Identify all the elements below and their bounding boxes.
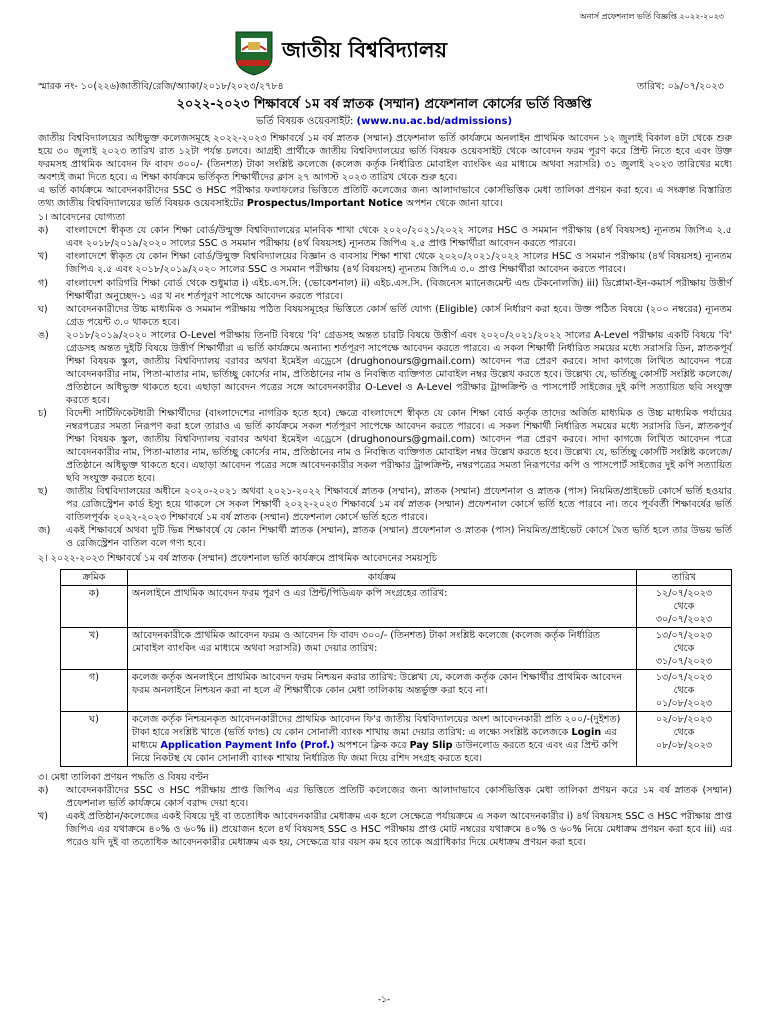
section-schedule-heading: ২। ২০২২-২০২৩ শিক্ষাবর্ষে ১ম বর্ষ স্নাতক (সম্মান) প্রফেশনাল ভর্তি কার্যক্রমে প্রাথমিক আবেদনের সময়সূচি (38, 552, 437, 564)
column-header: কার্যক্রম (128, 569, 637, 585)
list-item (38, 407, 732, 485)
item-label: ছ) (38, 486, 48, 498)
row-date (637, 712, 732, 767)
item-text: বাংলাদেশ কারিগরি শিক্ষা বোর্ড থেকে শুধুমাত্র i) এইচ.এস.সি. (ভোকেশনাল) ii) এইচ.এস.সি. (বিজনেস ম্যানেজমেন্ট এন্ড টেকনোলজি) iii) ডিপ্লোমা-ইন-কমার্স পরীক্ষায় উত্তীর্ণ শিক্ষার্থীরা অনুচ্ছেদ-১ এর খ নং শর্তপূরণ সাপেক্ষে আবেদন করতে পারবে। (66, 277, 732, 302)
date-separator: থেকে (673, 600, 695, 612)
intro-paragraph-1: জাতীয় বিশ্ববিদ্যালয়ের অধিভুক্ত কলেজসমূহে ২০২২-২০২৩ শিক্ষাবর্ষে ১ম বর্ষ স্নাতক (সম্মান) প্রফেশনাল ভর্তি কার্যক্রমে অনলাইন প্রাথমিক আবেদন ১২ জুলাই বিকাল ৪টা থেকে শুরু হয়ে ৩০ জুলাই ২০২৩ তারিখ রাত ১২টা পর্যন্ত চলবে। আগ্রহী প্রার্থীকে জাতীয় বিশ্ববিদ্যালয়ের ভর্তি বিষয়ক ওয়েবসাইট থেকে আবেদন ফরম পূরণ করে প্রিন্ট নিতে হবে এবং উক্ত ফরমসহ প্রাথমিক আবেদন ফি বাবদ ৩০০/- (তিনশত) টাকা সংশ্লিষ্ট কলেজে (কলেজ কর্তৃক নির্ধারিত মোবাইল ব্যাংকিং এর মাধ্যমে অথবা সরাসরি) ৩১ জুলাই ২০২৩ তারিখের মধ্যে অবশ্যই জমা দিতে হবে। এ শিক্ষা কার্যক্রমে ভর্তিকৃত শিক্ষার্থীদের ক্লাস ২৭ আগস্ট ২০২৩ তারিখ থেকে শুরু হবে। (38, 133, 732, 184)
header-note: অনার্স প্রফেশনাল ভর্তি বিজ্ঞপ্তি ২০২২-২০২৩ (579, 12, 724, 21)
item-text: জাতীয় বিশ্ববিদ্যালয়ের অধীনে ২০২০-২০২১ অথবা ২০২১-২০২২ শিক্ষাবর্ষে স্নাতক (সম্মান), স্নাতক (সম্মান) প্রফেশনাল ও স্নাতক (পাস) নিয়মিত/প্রাইভেট কোর্সে ভর্তি হওয়ার পর রেজিস্ট্রেশন কার্ড ইস্যু হয়ে থাকলে সে সকল শিক্ষার্থী ২০২২-২০২৩ শিক্ষাবর্ষে ১ম বর্ষ স্নাতক (সম্মান) প্রফেশনাল কোর্সে ভর্তি হতে পারবে না। তবে পূর্ববর্তী শিক্ষাবর্ষের ভর্তি বাতিলপূর্বক ২০২২-২০২৩ শিক্ষাবর্ষে ১ম বর্ষ স্নাতক (সম্মান) প্রফেশনাল কোর্সে ভর্তি হতে পারবে। (66, 486, 732, 524)
section-merit-heading: ৩। মেধা তালিকা প্রণয়ন পদ্ধতি ও বিষয় বণ্টন (38, 772, 209, 784)
date-from: ১৩/০৭/২০২৩ (655, 629, 713, 641)
schedule-table (60, 569, 732, 768)
date-separator: থেকে (673, 642, 695, 654)
date-from: ০২/০৮/২০২৩ (655, 714, 713, 726)
table-header-row (61, 569, 732, 585)
activity-text: কলেজ কর্তৃক নিশ্চয়নকৃত আবেদনকারীদের প্রাথমিক আবেদন ফি'র জাতীয় বিশ্ববিদ্যালয়ের অংশ আবেদনকারী প্রতি ২০০/-(দুইশত) টাকা হারে সংশ্লিষ্ট খাতে (ভর্তি ফান্ড) যে কোন সোনালী ব্যাংক শাখায় জমা দেয়ার তারিখ: এ লক্ষ্যে সংশ্লিষ্ট কলেজকে (132, 714, 621, 739)
item-label: খ) (38, 811, 49, 823)
website-line (0, 115, 768, 129)
list-item (38, 524, 732, 550)
item-label: গ) (38, 277, 49, 289)
page-number: -১- (377, 995, 391, 1005)
list-item (38, 303, 732, 329)
item-label: ক) (38, 785, 49, 797)
date-to: ০৮/০৮/২০২৩ (655, 740, 713, 752)
activity-text: এর মাধ্যমে (132, 727, 617, 752)
row-date (637, 627, 732, 669)
university-name: জাতীয় বিশ্ববিদ্যালয় (282, 38, 447, 62)
date-from: ১৩/০৭/২০২৩ (655, 671, 713, 683)
list-item (38, 329, 732, 407)
row-number: গ) (61, 669, 128, 711)
list-item (38, 250, 732, 276)
eligibility-list (38, 224, 732, 550)
item-label: খ) (38, 251, 49, 263)
date-from: ১২/০৭/২০২৩ (655, 587, 713, 599)
row-activity: অনলাইনে প্রাথমিক আবেদন ফরম পূরণ ও এর প্রিন্ট/পিডিএফ কপি সংগ্রহের তারিখ: (128, 585, 637, 627)
university-logo (232, 30, 276, 76)
item-text: বাংলাদেশে স্বীকৃত যে কোন শিক্ষা বোর্ড/উন্মুক্ত বিশ্ববিদ্যালয়ের মানবিক শাখা থেকে ২০২০/২০২১/২০২২ সালের HSC ও সমমান পরীক্ষায় (৪র্থ বিষয়সহ) ন্যূনতম জিপিএ ২.৫ এবং ২০১৮/২০১৯/২০২০ সালের SSC ও সমমান পরীক্ষায় (৪র্থ বিষয়সহ) ন্যূনতম জিপিএ ২.৫ প্রাপ্ত শিক্ষার্থীরা আবেদন করতে পারবে। (66, 225, 732, 250)
activity-text: অপশনে ক্লিক করে (337, 740, 407, 752)
notice-date: তারিখ: ০৯/০৭/২০২৩ (637, 81, 724, 92)
item-label: ঘ) (38, 303, 48, 315)
row-number: ঘ) (61, 712, 128, 767)
list-item (38, 485, 732, 524)
date-separator: থেকে (673, 727, 695, 739)
row-number: ক) (61, 585, 128, 627)
memo-number: স্মারক নং- ১০(২২৬)জাতীবি/রেজি/অ্যাকা/২০১৮/২০২৩/২৭৮৪ (38, 81, 284, 92)
list-item (38, 784, 732, 810)
prospectus-option: Prospectus/Important Notice (246, 198, 403, 210)
column-header: তারিখ (637, 569, 732, 585)
item-text: একই শিক্ষাবর্ষে অথবা দুটি ভিন্ন শিক্ষাবর্ষে যে কোন শিক্ষার্থী স্নাতক (সম্মান), স্নাতক (সম্মান) প্রফেশনাল ও স্নাতক (পাস) নিয়মিত/প্রাইভেট কোর্সে দ্বৈত ভর্তি হলে তার উভয় ভর্তি ও রেজিস্ট্রেশন বাতিল বলে গণ্য হবে। (66, 525, 732, 550)
item-text: বিদেশী সার্টিফিকেটধারী শিক্ষার্থীদের (বাংলাদেশের নাগরিক হতে হবে) ক্ষেত্রে বাংলাদেশে স্বীকৃত যে কোন শিক্ষা বোর্ড কর্তৃক তাদের অর্জিত মাধ্যমিক ও উচ্চ মাধ্যমিক পর্যায়ের নম্বরপত্রের সমতা নিরূপণ করা হলে তারাও এ ভর্তি কার্যক্রমে সকল শর্তপূরণ সাপেক্ষে আবেদন করতে পারবে। এ সকল শিক্ষার্থী নির্ধারিত সময়ের মধ্যে সরাসরি ডিন, স্নাতকপূর্ব শিক্ষা বিষয়ক স্কুল, জাতীয় বিশ্ববিদ্যালয় বরাবর অথবা ইমেইল এড্রেসে (drughonours@gmail.com) আবেদন পত্র প্রেরণ করবে। সাদা কাগজে লিখিত আবেদন পত্রে আবেদনকারীর নাম, পিতা-মাতার নাম, ভর্তিচ্ছু কোর্সের নাম, প্রতিষ্ঠানের নাম ও নিবন্ধিত ব্যক্তিগত মোবাইল নম্বর উল্লেখ করতে হবে। উল্লেখ্য যে, ভর্তিচ্ছু কোর্সটি সংশ্লিষ্ট কলেজে/প্রতিষ্ঠানে অধিভুক্ত থাকতে হবে। এছাড়া আবেদন পত্রের সঙ্গে আবেদনকারীর সকল পরীক্ষার ট্রান্সক্রিপ্ট, নম্বরপত্রের সমতা নিরূপণের কপি ও পাসপোর্ট সাইজের দুই কপি সত্যায়িত ছবি সংযুক্ত করতে হবে। (66, 407, 732, 485)
intro-text-end: অপশন থেকে জানা যাবে। (405, 198, 503, 210)
intro-paragraph-2 (38, 184, 732, 210)
activity-text: ডাউনলোড করতে হবে এবং এর প্রিন্ট কপি নিয়ে নিকটস্থ যে কোন সোনালী ব্যাংক শাখায় নির্ধারিত ফি জমা দিয়ে রশিদ সংগ্রহ করতে হবে। (132, 740, 618, 765)
date-separator: থেকে (673, 684, 695, 696)
item-label: ক) (38, 225, 49, 237)
row-date (637, 669, 732, 711)
table-row (61, 669, 732, 711)
table-row (61, 712, 732, 767)
item-text: ২০১৮/২০১৯/২০২০ সালের O-Level পরীক্ষায় তিনটি বিষয়ে 'বি' গ্রেডসহ অন্তত চারটি বিষয়ে উত্তীর্ণ এবং ২০২০/২০২১/২০২২ সালের A-Level পরীক্ষায় একটি বিষয়ে 'বি' গ্রেডসহ অন্তত দুইটি বিষয়ে উত্তীর্ণ শিক্ষার্থীরা এ ভর্তি কার্যক্রমে অন্যান্য শর্তপূরণ সাপেক্ষে আবেদন করতে পারবে। এ সকল শিক্ষার্থী নির্ধারিত সময়ের মধ্যে সরাসরি ডিন, স্নাতকপূর্ব শিক্ষা বিষয়ক স্কুল, জাতীয় বিশ্ববিদ্যালয় বরাবর অথবা ইমেইল এড্রেসে (drughonours@gmail.com) আবেদন পত্র প্রেরণ করবে। সাদা কাগজে লিখিত আবেদন পত্রে আবেদনকারীর নাম, পিতা-মাতার নাম, ভর্তিচ্ছু কোর্সের নাম, প্রতিষ্ঠানের নাম ও নিবন্ধিত ব্যক্তিগত মোবাইল নম্বর উল্লেখ করতে হবে। উল্লেখ্য যে, ভর্তিচ্ছু কোর্সটি সংশ্লিষ্ট কলেজে/প্রতিষ্ঠানে অধিভুক্ত থাকতে হবে। এছাড়া আবেদন পত্রের সঙ্গে আবেদনকারীর O-Level ও A-Level পরীক্ষার ট্রান্সক্রিপ্ট ও পাসপোর্ট সাইজের দুই কপি সত্যায়িত ছবি সংযুক্ত করতে হবে। (66, 329, 732, 406)
item-text: আবেদনকারীদের উচ্চ মাধ্যমিক ও সমমান পরীক্ষায় পঠিত বিষয়সমূহের ভিত্তিতে কোর্স ভর্তি যোগ্য (Eligible) কোর্স নির্ধারণ করা হবে। উক্ত পঠিত বিষয়ে (২০০ নম্বরের) ন্যূনতম গ্রেড পয়েন্ট ৩.০ থাকতে হবে। (66, 303, 732, 328)
website-link[interactable]: (www.nu.ac.bd/admissions) (356, 116, 513, 127)
item-text: বাংলাদেশে স্বীকৃত যে কোন শিক্ষা বোর্ড/উন্মুক্ত বিশ্ববিদ্যালয়ের বিজ্ঞান ও ব্যবসায় শিক্ষা শাখা থেকে ২০২০/২০২১/২০২২ সালের HSC ও সমমান পরীক্ষায় (৪র্থ বিষয়সহ) ন্যূনতম জিপিএ ২.৫ এবং ২০১৮/২০১৯/২০২০ সালের SSC ও সমমান পরীক্ষায় (৪র্থ বিষয়সহ) ন্যূনতম জিপিএ ৩.০ প্রাপ্ত শিক্ষার্থীরা আবেদন করতে পারবে। (66, 251, 732, 276)
login-term: Login (571, 727, 602, 739)
table-row (61, 585, 732, 627)
payment-info-link[interactable]: Application Payment Info (Prof.) (160, 740, 335, 752)
list-item (38, 277, 732, 303)
notice-body (38, 132, 732, 849)
list-item (38, 810, 732, 849)
row-activity: কলেজ কর্তৃক অনলাইনে প্রাথমিক আবেদন ফরম নিশ্চয়ন করার তারিখ: উল্লেখ্য যে, কলেজ কর্তৃক কোন শিক্ষার্থীর প্রাথমিক আবেদন ফরম অনলাইনে নিশ্চয়ন করা না হলে ঐ শিক্ষার্থীকে কোন মেধা তালিকায় অন্তর্ভুক্ত করা হবে না। (128, 669, 637, 711)
pay-slip-term: Pay Slip (409, 740, 453, 752)
row-number: খ) (61, 627, 128, 669)
date-to: ০১/০৮/২০২৩ (655, 697, 713, 709)
row-date (637, 585, 732, 627)
row-activity: আবেদনকারীকে প্রাথমিক আবেদন ফরম ও আবেদন ফি বাবদ ৩০০/- (তিনশত) টাকা সংশ্লিষ্ট কলেজে (কলেজ কর্তৃক নির্ধারিত মোবাইল ব্যাংকিং এর মাধ্যমে অথবা সরাসরি) জমা দেয়ার তারিখ: (128, 627, 637, 669)
table-row (61, 627, 732, 669)
column-header: ক্রমিক (61, 569, 128, 585)
item-text: একই প্রতিষ্ঠান/কলেজের একই বিষয়ে দুই বা ততোধিক আবেদনকারীর মেধাক্রম এক হলে সেক্ষেত্রে পর্যায়ক্রমে এ সকল আবেদনকারীর i) ৪র্থ বিষয়সহ SSC ও HSC পরীক্ষায় প্রাপ্ত জিপিএ এর যথাক্রমে ৪০% ও ৬০% ii) প্রয়োজন হলে ৪র্থ বিষয়সহ SSC ও HSC পরীক্ষায় প্রাপ্ত মোট নম্বরের যথাক্রমে ৪০% ও ৬০% নিয়ে মেধাক্রম প্রণয়ন করা হবে iii) এর পরেও যদি দুই বা ততোধিক আবেদনকারীর মেধাক্রম এক হয়, সেক্ষেত্রে যার বয়স কম হবে তাকে অগ্রাধিকার দিয়ে মেধাক্রম প্রণয়ন করা হবে। (66, 811, 732, 849)
list-item (38, 224, 732, 250)
website-label: ভর্তি বিষয়ক ওয়েবসাইট: (255, 116, 354, 127)
row-activity (128, 712, 637, 767)
intro-text: এ ভর্তি কার্যক্রমে আবেদনকারীদের SSC ও HSC পরীক্ষার ফলাফলের ভিত্তিতে প্রতিটি কলেজের জন্য আলাদাভাবে কোর্সভিত্তিক মেধা তালিকা প্রণয়ন করা হবে। এ সংক্রান্ত বিস্তারিত তথ্য জাতীয় বিশ্ববিদ্যালয়ের ভর্তি বিষয়ক ওয়েবসাইটের (38, 185, 732, 210)
item-text: আবেদনকারীদের SSC ও HSC পরীক্ষায় প্রাপ্ত জিপিএ এর ভিত্তিতে প্রতিটি কলেজের জন্য আলাদাভাবে কোর্সভিত্তিক মেধা তালিকা প্রণয়ন করে ১ম বর্ষ স্নাতক (সম্মান) প্রফেশনাল ভর্তি কার্যক্রমে কোর্স বরাদ্দ দেয়া হবে। (66, 785, 732, 810)
item-label: ঙ) (38, 329, 49, 341)
item-label: জ) (38, 525, 51, 537)
page-title: ২০২২-২০২৩ শিক্ষাবর্ষে ১ম বর্ষ স্নাতক (সম্মান) প্রফেশনাল কোর্সের ভর্তি বিজ্ঞপ্তি (176, 97, 592, 112)
merit-list (38, 784, 732, 849)
date-to: ৩১/০৭/২০২৩ (655, 655, 713, 667)
date-to: ৩০/০৭/২০২৩ (655, 613, 713, 625)
section-eligibility-heading: ১। আবেদনের যোগ্যতা (38, 212, 126, 224)
item-label: চ) (38, 407, 47, 419)
